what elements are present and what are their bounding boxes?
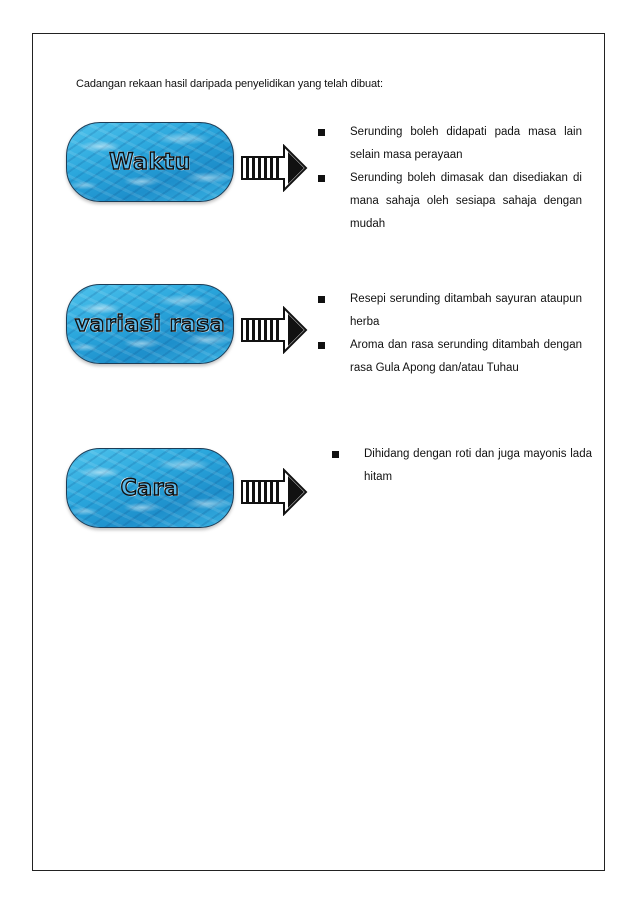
list-item: Serunding boleh didapati pada masa lain selain masa perayaan bbox=[316, 121, 582, 167]
striped-right-arrow-icon bbox=[240, 144, 308, 192]
intro-text: Cadangan rekaan hasil daripada penyelidikan yang telah dibuat: bbox=[76, 78, 383, 90]
variasi-rasa-shape bbox=[66, 284, 234, 364]
waktu-shape bbox=[66, 122, 234, 202]
square-bullet-icon bbox=[318, 175, 325, 182]
square-bullet-icon bbox=[318, 342, 325, 349]
list-item: Resepi serunding ditambah sayuran ataupun herba bbox=[316, 288, 582, 334]
list-item: Dihidang dengan roti dan juga mayonis lada hitam bbox=[330, 443, 592, 489]
cara-shape bbox=[66, 448, 234, 528]
cara-label: Cara bbox=[120, 475, 180, 501]
square-bullet-icon bbox=[318, 296, 325, 303]
square-bullet-icon bbox=[318, 129, 325, 136]
cara-bullet-list bbox=[330, 443, 592, 489]
variasi-rasa-label: variasi rasa bbox=[74, 311, 226, 337]
list-item: Aroma dan rasa serunding ditambah dengan rasa Gula Apong dan/atau Tuhau bbox=[316, 334, 582, 380]
striped-right-arrow-icon bbox=[240, 468, 308, 516]
waktu-bullet-list bbox=[316, 121, 582, 236]
striped-right-arrow-icon bbox=[240, 306, 308, 354]
waktu-label: Waktu bbox=[109, 149, 191, 175]
variasi-rasa-bullet-list bbox=[316, 288, 582, 380]
list-item: Serunding boleh dimasak dan disediakan di mana sahaja oleh sesiapa sahaja dengan mudah bbox=[316, 167, 582, 236]
square-bullet-icon bbox=[332, 451, 339, 458]
